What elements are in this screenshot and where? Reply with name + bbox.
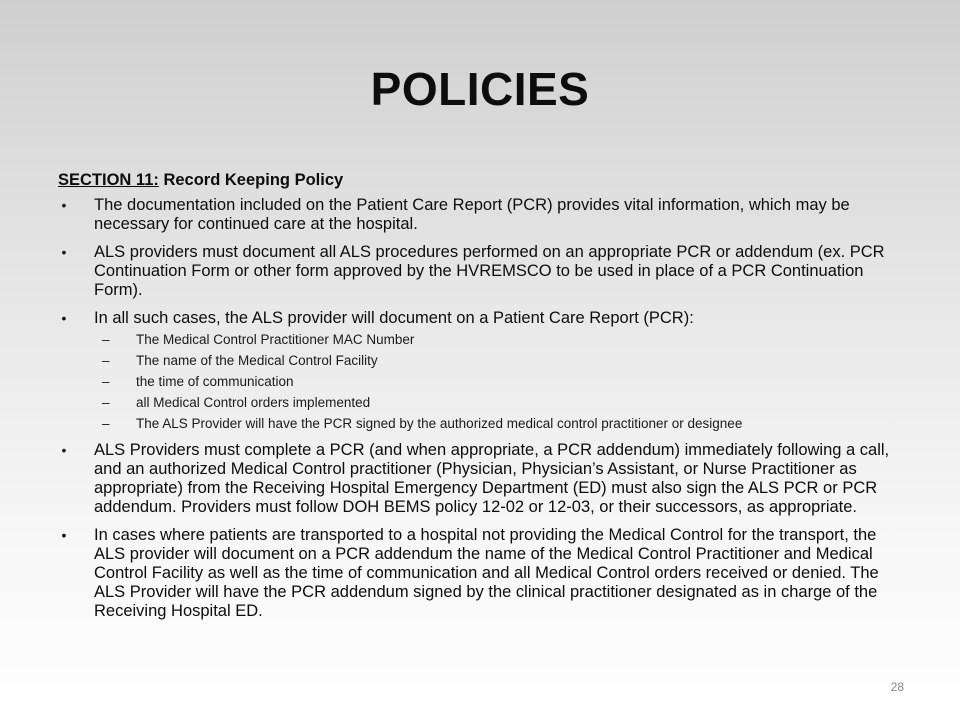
dash-marker: – xyxy=(102,416,110,431)
bullet-text: The documentation included on the Patient Care Report (PCR) provides vital information, which may be necessary for continued care at the hospital. xyxy=(94,196,850,233)
dash-marker: – xyxy=(102,353,110,368)
sub-item-text: the time of communication xyxy=(136,374,294,389)
sub-item-text: The Medical Control Practitioner MAC Number xyxy=(136,332,415,347)
bullet-item xyxy=(58,526,910,621)
sub-item xyxy=(94,395,910,411)
bullet-dot: • xyxy=(61,527,67,543)
sub-item xyxy=(94,353,910,369)
bullet-text: ALS providers must document all ALS procedures performed on an appropriate PCR or addendum (ex. PCR Continuation Form or other form approved by the HVREMSCO to be used in place of a PCR Continuation Form). xyxy=(94,243,885,299)
bullet-dot: • xyxy=(61,310,67,326)
bullet-dot: • xyxy=(61,197,67,213)
bullet-dot: • xyxy=(61,244,67,260)
section-heading xyxy=(58,171,910,190)
dash-marker: – xyxy=(102,374,110,389)
slide-title: POLICIES xyxy=(370,63,590,115)
sub-item xyxy=(94,374,910,390)
sub-item-text: The name of the Medical Control Facility xyxy=(136,353,378,368)
sub-list xyxy=(94,332,910,432)
sub-item-text: all Medical Control orders implemented xyxy=(136,395,371,410)
sub-item xyxy=(94,332,910,348)
section-title: Record Keeping Policy xyxy=(158,171,344,189)
dash-marker: – xyxy=(102,395,110,410)
dash-marker: – xyxy=(102,332,110,347)
slide-content xyxy=(58,171,910,630)
bullet-text: ALS Providers must complete a PCR (and when appropriate, a PCR addendum) immediately following a call, and an authorized Medical Control practitioner (Physician, Physician’s Assistant, or Nurse Practitioner as appropriate) from the Receiving Hospital Emergency Department (ED) must also sign the ALS PCR or PCR addendum. Providers must follow DOH BEMS policy 12-02 or 12-03, or their successors, as appropriate. xyxy=(94,441,890,516)
bullet-item xyxy=(58,441,910,517)
bullet-item xyxy=(58,243,910,300)
sub-item xyxy=(94,416,910,432)
bullet-text: In all such cases, the ALS provider will document on a Patient Care Report (PCR): xyxy=(94,309,694,327)
section-label: SECTION 11: xyxy=(58,171,159,189)
page-number: 28 xyxy=(890,680,904,694)
sub-item-text: The ALS Provider will have the PCR signed by the authorized medical control practitioner or designee xyxy=(136,416,743,431)
bullet-text: In cases where patients are transported to a hospital not providing the Medical Control for the transport, the ALS provider will document on a PCR addendum the name of the Medical Control Practitioner and Medical Control Facility as well as the time of communication and all Medical Control orders received or denied. The ALS Provider will have the PCR addendum signed by the clinical practitioner designated as in charge of the Receiving Hospital ED. xyxy=(94,526,879,620)
bullet-dot: • xyxy=(61,442,67,458)
bullet-item xyxy=(58,196,910,234)
bullet-item xyxy=(58,309,910,432)
bullet-list xyxy=(58,196,910,621)
